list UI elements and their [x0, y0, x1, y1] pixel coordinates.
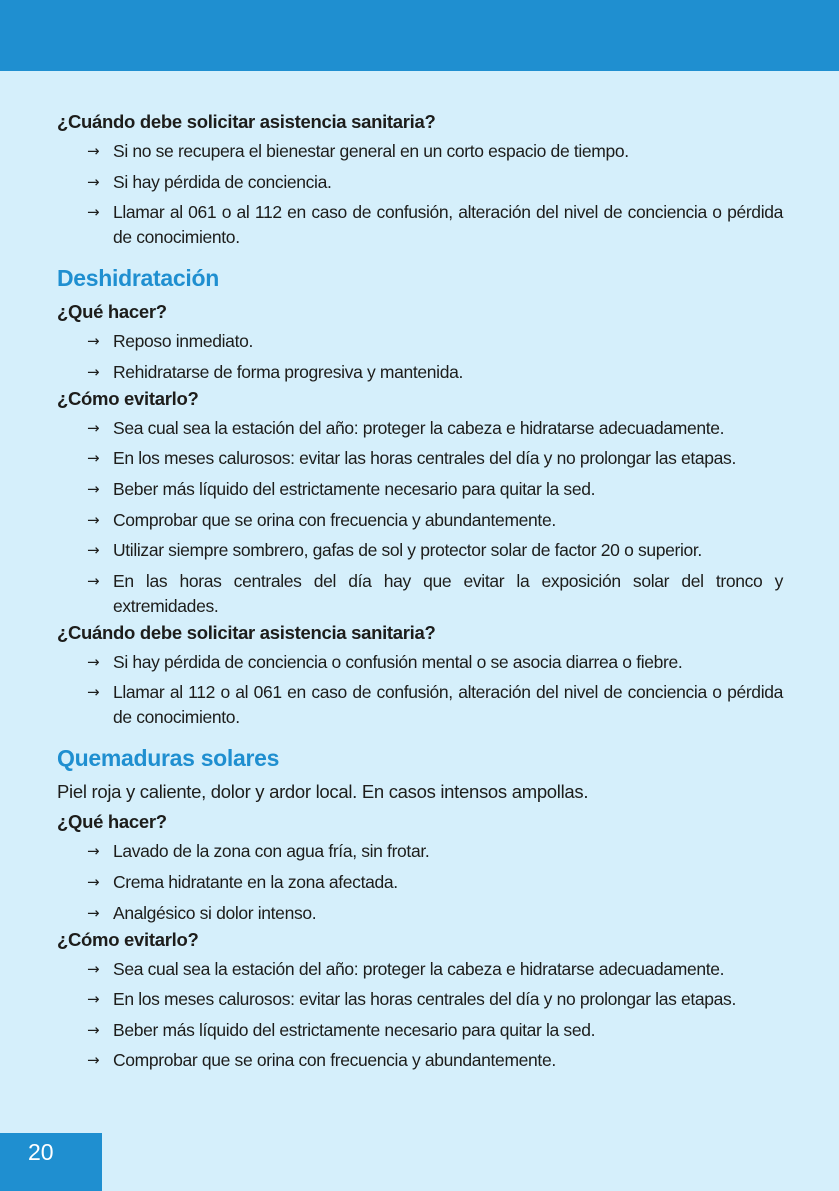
page-content [57, 110, 783, 1075]
bullet-list [57, 139, 783, 250]
section-title: Quemaduras solares [57, 745, 280, 772]
section-quemaduras-solares [57, 743, 783, 1073]
list-item: → En los meses calurosos: evitar las horas centrales del día y no prolongar las etapas. [57, 446, 783, 471]
list-item: → En los meses calurosos: evitar las horas centrales del día y no prolongar las etapas. [57, 987, 783, 1012]
header-band [0, 0, 839, 71]
arrow-right-icon: → [87, 990, 100, 1009]
subheading-when-seek-help: ¿Cuándo debe solicitar asistencia sanitaria? [57, 621, 436, 643]
subheading-what-to-do: ¿Qué hacer? [57, 811, 167, 833]
list-item: → Beber más líquido del estrictamente necesario para quitar la sed. [57, 1018, 783, 1043]
subheading-how-to-avoid: ¿Cómo evitarlo? [57, 387, 199, 409]
section-deshidratacion [57, 263, 783, 730]
bullet-list [57, 839, 783, 925]
list-item: → Sea cual sea la estación del año: proteger la cabeza e hidratarse adecuadamente. [57, 957, 783, 982]
arrow-right-icon: → [87, 842, 100, 861]
list-item: → Crema hidratante en la zona afectada. [57, 870, 783, 895]
arrow-right-icon: → [87, 959, 100, 978]
arrow-right-icon: → [87, 683, 100, 702]
arrow-right-icon: → [87, 541, 100, 560]
section-continuation [57, 110, 783, 250]
subheading-what-to-do: ¿Qué hacer? [57, 301, 167, 323]
list-item: → Comprobar que se orina con frecuencia y abundantemente. [57, 508, 783, 533]
arrow-right-icon: → [87, 418, 100, 437]
arrow-right-icon: → [87, 872, 100, 891]
arrow-right-icon: → [87, 1020, 100, 1039]
page-number: 20 [28, 1139, 54, 1165]
subheading-when-seek-help: ¿Cuándo debe solicitar asistencia sanitaria? [57, 111, 436, 132]
section-intro: Piel roja y caliente, dolor y ardor local. En casos intensos ampollas. [57, 781, 589, 803]
list-item: → Llamar al 061 o al 112 en caso de confusión, alteración del nivel de conciencia o pérdida de conocimiento. [87, 202, 783, 248]
bullet-list [57, 650, 783, 731]
list-item: → Si hay pérdida de conciencia. [57, 170, 783, 195]
arrow-right-icon: → [87, 571, 100, 590]
bullet-list [57, 416, 783, 619]
arrow-right-icon: → [87, 142, 100, 160]
arrow-right-icon: → [87, 1051, 100, 1070]
list-item: → Si no se recupera el bienestar general en un corto espacio de tiempo. [57, 139, 783, 164]
list-item: → Sea cual sea la estación del año: proteger la cabeza e hidratarse adecuadamente. [57, 416, 783, 441]
arrow-right-icon: → [87, 449, 100, 468]
list-item: → Lavado de la zona con agua fría, sin frotar. [57, 839, 783, 864]
arrow-right-icon: → [87, 172, 100, 191]
list-item: → En las horas centrales del día hay que evitar la exposición solar del tronco y extremidades. [87, 570, 783, 616]
arrow-right-icon: → [87, 510, 100, 529]
list-item: → Llamar al 112 o al 061 en caso de confusión, alteración del nivel de conciencia o pérdida de conocimiento. [87, 682, 783, 728]
arrow-right-icon: → [87, 203, 100, 222]
arrow-right-icon: → [87, 362, 100, 381]
list-item: → Comprobar que se orina con frecuencia y abundantemente. [57, 1048, 783, 1073]
list-item: → Analgésico si dolor intenso. [57, 901, 783, 926]
arrow-right-icon: → [87, 332, 100, 351]
arrow-right-icon: → [87, 652, 100, 671]
list-item: → Utilizar siempre sombrero, gafas de sol y protector solar de factor 20 o superior. [57, 538, 783, 563]
bullet-list [57, 329, 783, 385]
list-item: → Beber más líquido del estrictamente necesario para quitar la sed. [57, 477, 783, 502]
subheading-how-to-avoid: ¿Cómo evitarlo? [57, 928, 199, 950]
section-title: Deshidratación [57, 265, 219, 292]
arrow-right-icon: → [87, 903, 100, 922]
arrow-right-icon: → [87, 479, 100, 498]
list-item: → Reposo inmediato. [57, 329, 783, 354]
list-item: → Rehidratarse de forma progresiva y mantenida. [57, 360, 783, 385]
bullet-list [57, 957, 783, 1074]
list-item: → Si hay pérdida de conciencia o confusión mental o se asocia diarrea o fiebre. [57, 650, 783, 675]
